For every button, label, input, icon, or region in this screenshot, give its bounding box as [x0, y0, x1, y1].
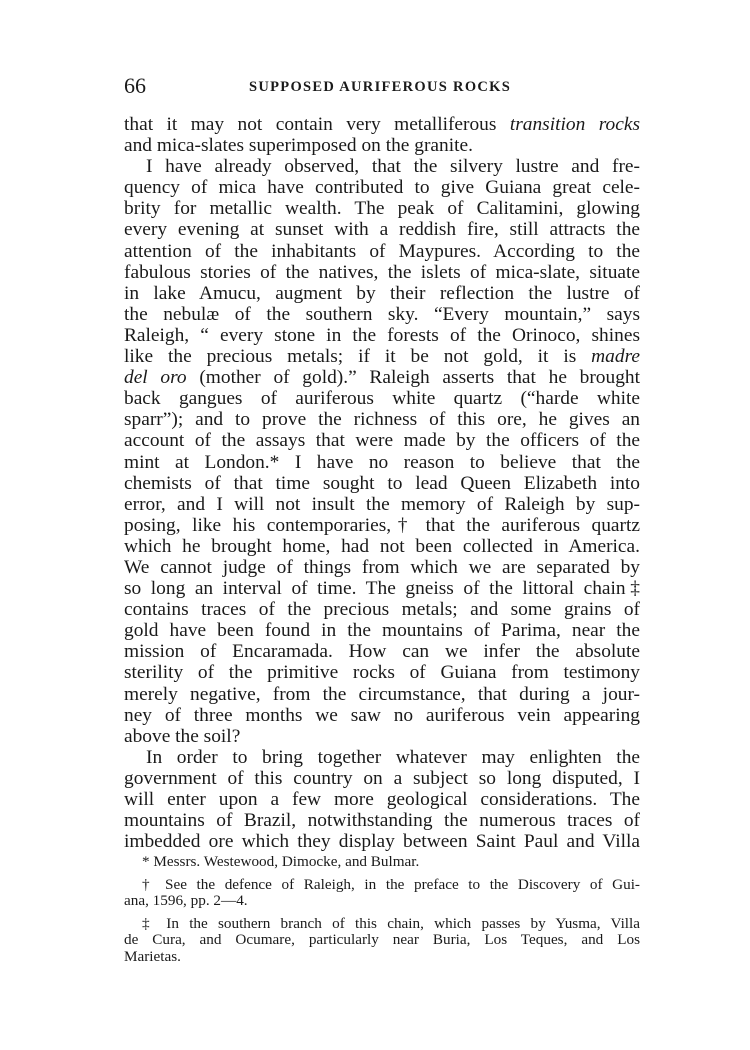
- footnote-line: Marietas.: [124, 947, 181, 965]
- footnote-line: * Messrs. Westewood, Dimocke, and Bulmar.: [142, 853, 420, 870]
- body-line: in lake Amucu, augment by their reflection the lustre of: [124, 282, 640, 304]
- body-text: [124, 114, 640, 852]
- page-header: [124, 74, 640, 98]
- body-line: We cannot judge of things from which we are separated by: [124, 556, 640, 578]
- body-line: the nebulæ of the southern sky. “Every mountain,” says: [124, 303, 640, 325]
- footnote-line: † See the defence of Raleigh, in the preface to the Discovery of Gui-: [142, 875, 640, 893]
- body-line: mountains of Brazil, notwithstanding the numerous traces of: [124, 810, 640, 832]
- footnote-line: ‡ In the southern branch of this chain, which passes by Yusma, Villa: [142, 914, 640, 932]
- body-line: contains traces of the precious metals; and some grains of: [124, 599, 640, 621]
- body-line: fabulous stories of the natives, the islets of mica-slate, situate: [124, 261, 640, 283]
- italic-phrase: transition rocks: [509, 114, 640, 135]
- body-line: and mica-slates superimposed on the granite.: [124, 135, 473, 157]
- body-line: brity for metallic wealth. The peak of Calitamini, glowing: [124, 198, 640, 220]
- body-line: chemists of that time sought to lead Queen Elizabeth into: [124, 472, 640, 494]
- running-title: SUPPOSED AURIFEROUS ROCKS: [249, 79, 512, 95]
- body-line: every evening at sunset with a reddish fire, still attracts the: [124, 219, 640, 241]
- body-line: like the precious metals; if it be not gold, it is madre: [124, 346, 640, 368]
- footnote-line: ana, 1596, pp. 2—4.: [124, 892, 248, 909]
- body-line: above the soil?: [124, 725, 241, 747]
- body-line: error, and I will not insult the memory of Raleigh by sup-: [124, 493, 640, 515]
- body-line: sparr”); and to prove the richness of this ore, he gives an: [124, 409, 640, 431]
- body-line: merely negative, from the circumstance, that during a jour-: [124, 683, 640, 705]
- body-line: quency of mica have contributed to give Guiana great cele-: [124, 177, 640, 199]
- italic-phrase: del oro: [124, 367, 187, 389]
- body-line: so long an interval of time. The gneiss of the littoral chain‡: [124, 578, 640, 600]
- body-line: I have already observed, that the silvery lustre and fre-: [146, 156, 640, 178]
- body-line: back gangues of auriferous white quartz (“harde white: [124, 388, 640, 410]
- footnotes: [124, 854, 640, 965]
- body-line: sterility of the primitive rocks of Guiana from testimony: [124, 662, 640, 684]
- page-number: 66: [124, 73, 146, 98]
- footnote-line: de Cura, and Ocumare, particularly near Buria, Los Teques, and Los: [124, 931, 640, 948]
- body-line: which he brought home, had not been collected in America.: [124, 535, 640, 557]
- italic-phrase: madre: [591, 346, 640, 368]
- body-line: account of the assays that were made by the officers of the: [124, 430, 640, 452]
- body-line: Raleigh, “ every stone in the forests of the Orinoco, shines: [124, 324, 640, 346]
- body-line: ney of three months we saw no auriferous vein appearing: [124, 704, 640, 726]
- body-line: In order to bring together whatever may enlighten the: [146, 746, 640, 768]
- body-line: gold have been found in the mountains of Parima, near the: [124, 620, 640, 642]
- body-line: that it may not contain very metalliferous transition rocks: [124, 114, 640, 135]
- body-line: posing, like his contemporaries,† that the auriferous quartz: [124, 514, 640, 536]
- body-line: attention of the inhabitants of Maypures. According to the: [124, 240, 640, 262]
- body-line: government of this country on a subject so long disputed, I: [124, 767, 640, 789]
- body-line: mint at London.* I have no reason to believe that the: [124, 451, 640, 473]
- body-line: will enter upon a few more geological considerations. The: [124, 789, 640, 810]
- body-line: imbedded ore which they display between Saint Paul and Villa: [124, 831, 640, 853]
- body-line: del oro (mother of gold).” Raleigh asserts that he brought: [124, 367, 640, 389]
- body-line: mission of Encaramada. How can we infer the absolute: [124, 641, 640, 663]
